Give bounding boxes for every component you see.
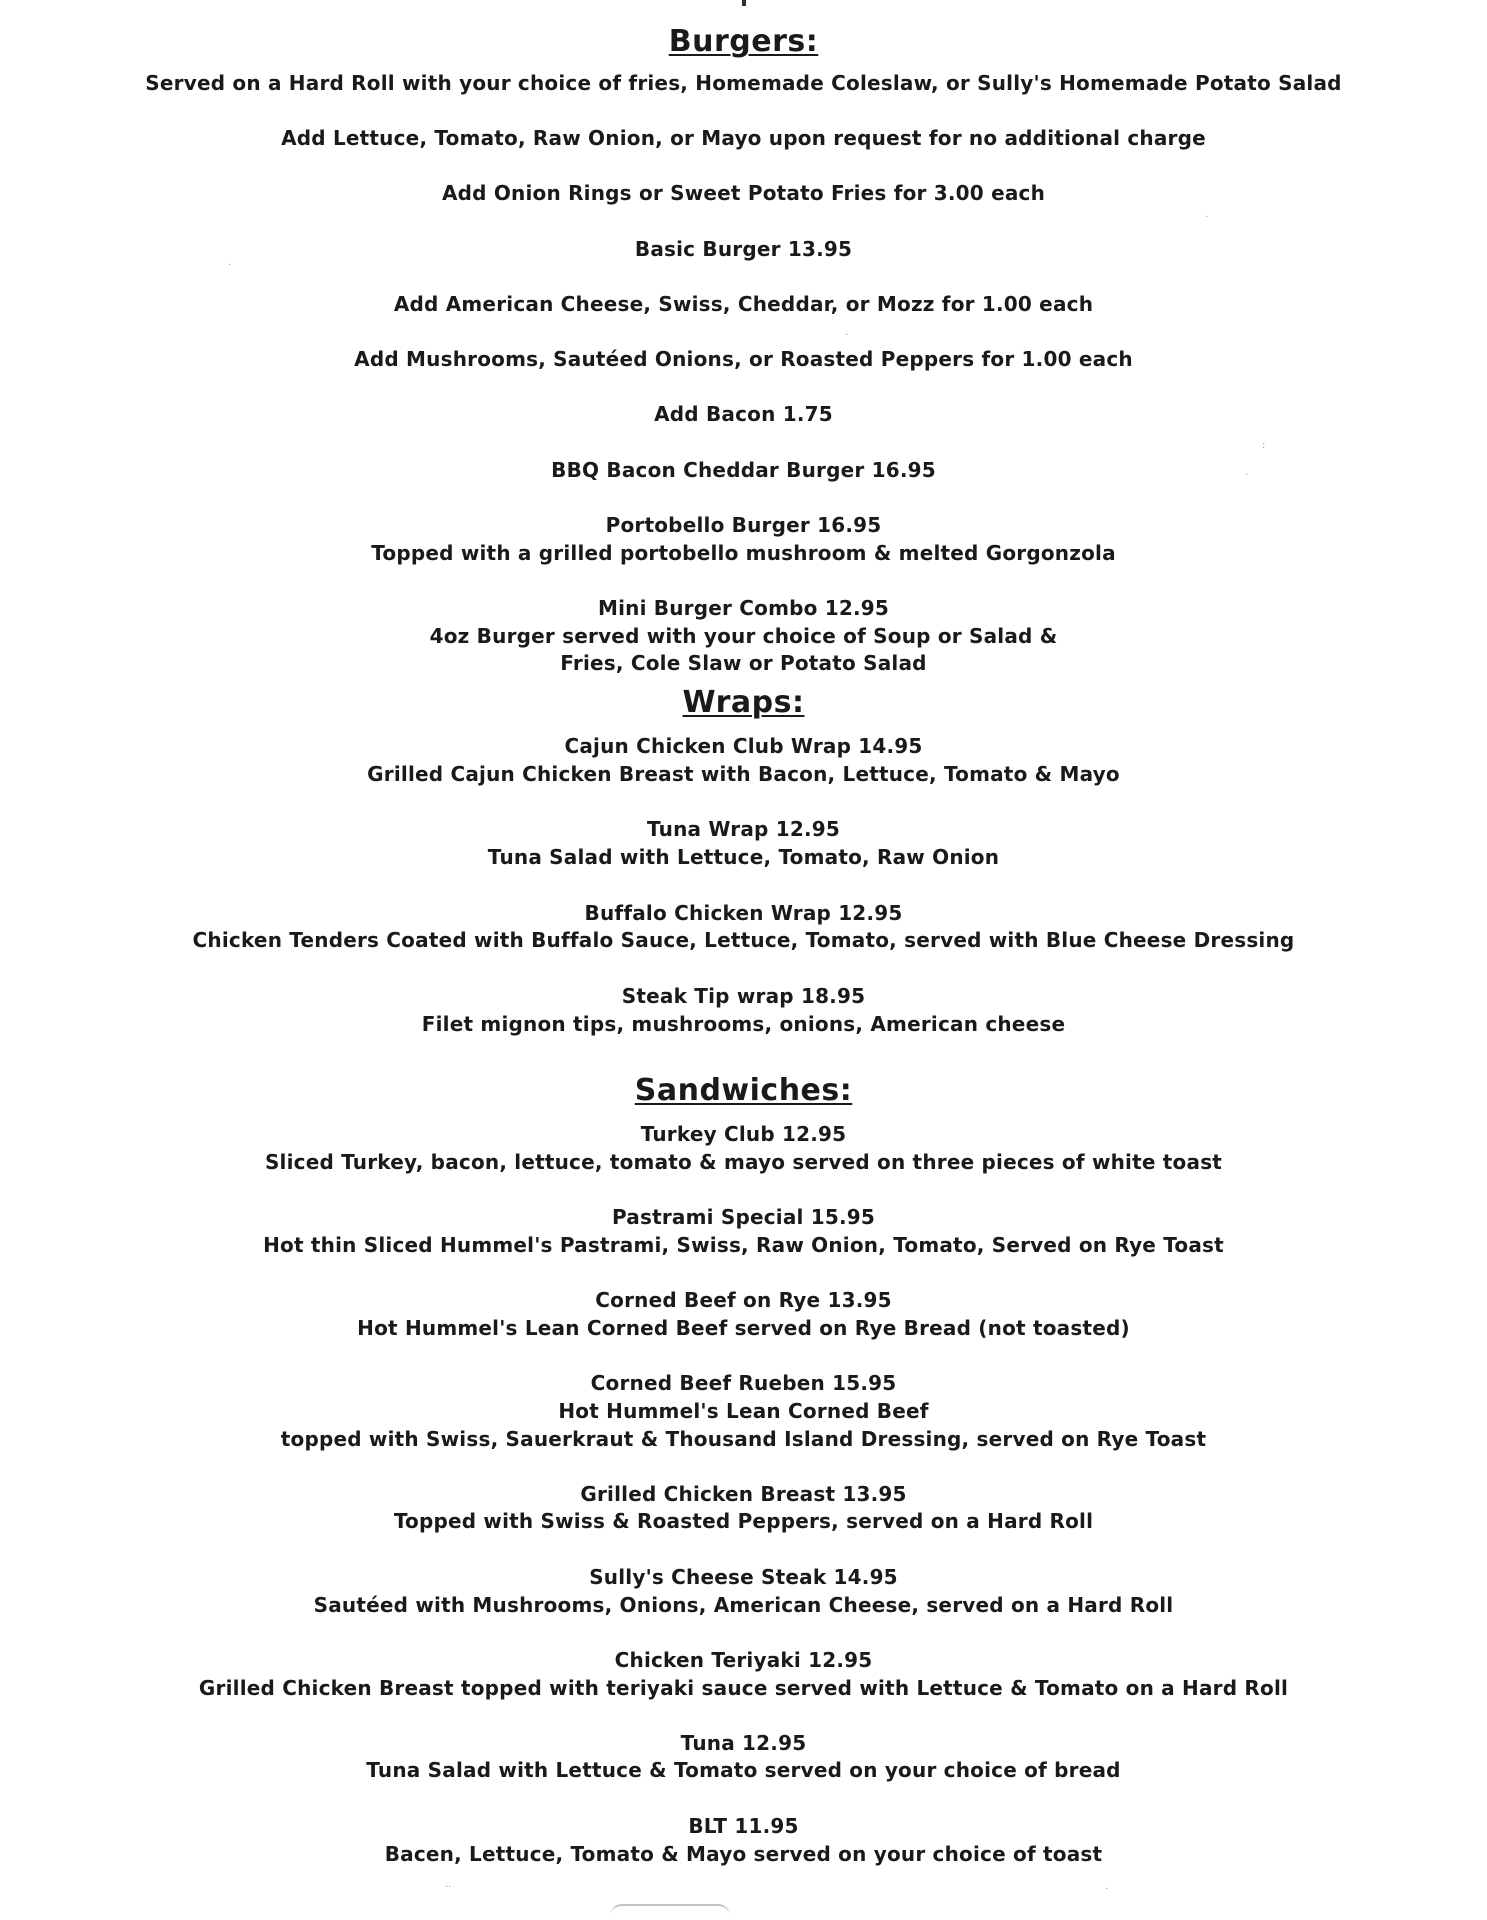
scan-artifact bbox=[610, 1904, 730, 1916]
sandwiches-item-description: Sautéed with Mushrooms, Onions, American Cheese, served on a Hard Roll bbox=[313, 1593, 1174, 1617]
sandwiches-item-name: Turkey Club 12.95 bbox=[640, 1122, 847, 1146]
wraps-heading: Wraps: bbox=[682, 685, 805, 720]
sandwiches-item-description: Hot Hummel's Lean Corned Beef served on Rye Bread (not toasted) bbox=[357, 1316, 1130, 1340]
wraps-item-name: Buffalo Chicken Wrap 12.95 bbox=[584, 901, 903, 925]
wraps-item-description: Grilled Cajun Chicken Breast with Bacon, Lettuce, Tomato & Mayo bbox=[367, 762, 1120, 786]
sandwiches-heading: Sandwiches: bbox=[634, 1073, 853, 1108]
sandwiches-item-name: Chicken Teriyaki 12.95 bbox=[614, 1648, 873, 1672]
scan-speck: · bbox=[1105, 1884, 1109, 1895]
burgers-heading: Burgers: bbox=[668, 24, 819, 59]
sandwiches-item-description: Tuna Salad with Lettuce & Tomato served on your choice of bread bbox=[366, 1758, 1121, 1782]
sandwiches-item-description: Sliced Turkey, bacon, lettuce, tomato & mayo served on three pieces of white toast bbox=[264, 1150, 1223, 1174]
sandwiches-item-name: Corned Beef on Rye 13.95 bbox=[595, 1288, 892, 1312]
scan-speck: · bbox=[1205, 212, 1209, 223]
wraps-item-description: Chicken Tenders Coated with Buffalo Sauce, Lettuce, Tomato, served with Blue Cheese Dressing bbox=[192, 928, 1295, 952]
scan-speck: · bbox=[228, 260, 232, 271]
burgers-item-name: BBQ Bacon Cheddar Burger 16.95 bbox=[551, 458, 936, 482]
sandwiches-item-name: Grilled Chicken Breast 13.95 bbox=[580, 1482, 907, 1506]
scan-speck: : bbox=[1262, 440, 1266, 451]
wraps-item-name: Cajun Chicken Club Wrap 14.95 bbox=[564, 734, 923, 758]
sandwiches-item-name: Corned Beef Rueben 15.95 bbox=[590, 1371, 897, 1395]
wraps-item-name: Steak Tip wrap 18.95 bbox=[621, 984, 866, 1008]
burgers-item-description: 4oz Burger served with your choice of Soup or Salad & bbox=[429, 624, 1058, 648]
burgers-line: Add Lettuce, Tomato, Raw Onion, or Mayo upon request for no additional charge bbox=[281, 126, 1206, 150]
burgers-line: Add American Cheese, Swiss, Cheddar, or Mozz for 1.00 each bbox=[393, 292, 1094, 316]
sandwiches-item-description: Topped with Swiss & Roasted Peppers, served on a Hard Roll bbox=[393, 1509, 1094, 1533]
sandwiches-item-description: Grilled Chicken Breast topped with teriyaki sauce served with Lettuce & Tomato on a Hard Roll bbox=[198, 1676, 1289, 1700]
scan-speck: · bbox=[845, 330, 849, 341]
sandwiches-item-name: Sully's Cheese Steak 14.95 bbox=[589, 1565, 898, 1589]
sandwiches-item-description: topped with Swiss, Sauerkraut & Thousand Island Dressing, served on Rye Toast bbox=[280, 1427, 1207, 1451]
burgers-item-description: Fries, Cole Slaw or Potato Salad bbox=[560, 651, 927, 675]
burgers-line: Served on a Hard Roll with your choice of fries, Homemade Coleslaw, or Sully's Homemade Potato Salad bbox=[145, 71, 1342, 95]
burgers-item-name: Basic Burger 13.95 bbox=[634, 237, 853, 261]
sandwiches-item-description: Hot thin Sliced Hummel's Pastrami, Swiss, Raw Onion, Tomato, Served on Rye Toast bbox=[263, 1233, 1224, 1257]
wraps-item-description: Tuna Salad with Lettuce, Tomato, Raw Onion bbox=[487, 845, 1000, 869]
wraps-item-description: Filet mignon tips, mushrooms, onions, American cheese bbox=[421, 1012, 1066, 1036]
scan-artifact bbox=[742, 0, 746, 6]
sandwiches-item-name: BLT 11.95 bbox=[688, 1814, 799, 1838]
sandwiches-item-description: Bacen, Lettuce, Tomato & Mayo served on your choice of toast bbox=[384, 1842, 1103, 1866]
burgers-item-description: Topped with a grilled portobello mushroom & melted Gorgonzola bbox=[371, 541, 1116, 565]
sandwiches-item-name: Pastrami Special 15.95 bbox=[611, 1205, 876, 1229]
burgers-line: Add Onion Rings or Sweet Potato Fries for 3.00 each bbox=[441, 181, 1046, 205]
scan-speck: ·· bbox=[445, 1882, 452, 1893]
sandwiches-item-name: Tuna 12.95 bbox=[680, 1731, 807, 1755]
scan-speck: · bbox=[1245, 470, 1249, 481]
burgers-item-name: Mini Burger Combo 12.95 bbox=[597, 596, 889, 620]
burgers-line: Add Mushrooms, Sautéed Onions, or Roasted Peppers for 1.00 each bbox=[354, 347, 1133, 371]
burgers-line: Add Bacon 1.75 bbox=[654, 402, 833, 426]
sandwiches-item-description: Hot Hummel's Lean Corned Beef bbox=[558, 1399, 929, 1423]
wraps-item-name: Tuna Wrap 12.95 bbox=[647, 817, 840, 841]
burgers-item-name: Portobello Burger 16.95 bbox=[605, 513, 882, 537]
